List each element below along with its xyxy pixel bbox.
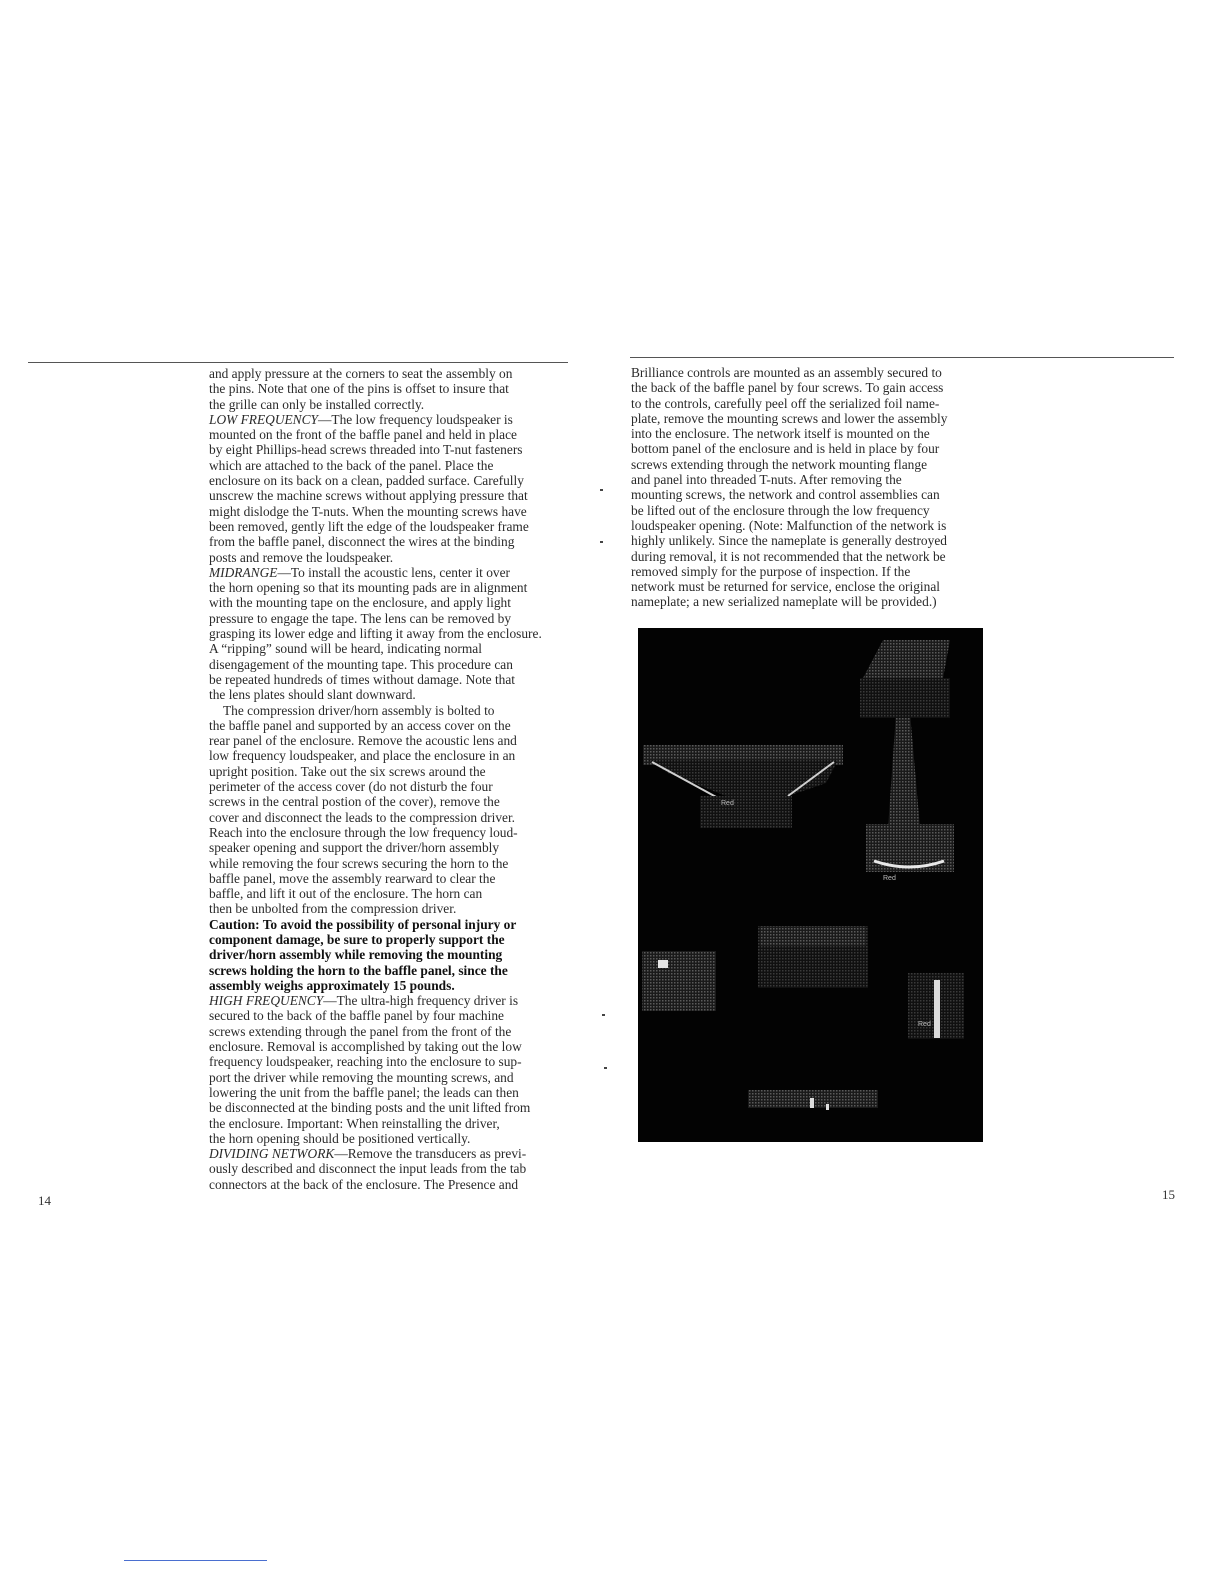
caution-text: Caution: To avoid the possibility of personal injury or: [209, 916, 517, 932]
text-run: Brilliance controls are mounted as an assembly secured to: [631, 365, 942, 380]
text-run: during removal, it is not recommended that the network be: [631, 548, 946, 564]
text-line: [209, 733, 573, 748]
text-line: [209, 1008, 573, 1023]
text-line: [631, 579, 991, 594]
tweeter-label: Red: [918, 1021, 931, 1028]
text-line: [209, 917, 573, 932]
text-run: the grille can only be installed correctly.: [209, 396, 425, 412]
text-line: [631, 472, 991, 487]
text-line: [209, 871, 573, 886]
text-run: lowering the unit from the baffle panel; the leads can then: [209, 1084, 519, 1100]
text-run: pressure to engage the tape. The lens can be removed by: [209, 610, 512, 626]
network-board-icon: [758, 926, 868, 988]
page-number-left: 14: [38, 1193, 51, 1208]
text-run: enclosure on its back on a clean, padded surface. Carefully: [209, 473, 524, 489]
text-run: grasping its lower edge and lifting it away from the enclosure.: [209, 626, 542, 642]
left-column-text: [209, 366, 573, 1192]
text-line: [631, 396, 991, 411]
text-run: from the baffle panel, disconnect the wires at the binding: [209, 534, 515, 550]
text-line: [631, 549, 991, 564]
text-line: [209, 703, 573, 718]
text-line: [209, 504, 573, 519]
text-run: disengagement of the mounting tape. This procedure can: [209, 656, 513, 672]
text-line: [209, 779, 573, 794]
text-run: cover and disconnect the leads to the compression driver.: [209, 809, 516, 825]
caution-text: component damage, be sure to properly support the: [209, 931, 505, 947]
text-line: [209, 993, 573, 1008]
gutter-mark: [602, 1014, 605, 1016]
text-run: upright position. Take out the six screws around the: [209, 763, 486, 779]
text-run: been removed, gently lift the edge of the loudspeaker frame: [209, 518, 529, 534]
text-line: [209, 794, 573, 809]
text-run: frequency loudspeaker, reaching into the enclosure to sup-: [209, 1054, 522, 1070]
text-line: [209, 1054, 573, 1069]
page-number-right: 15: [1162, 1187, 1175, 1202]
tweeter-icon: [908, 973, 964, 1039]
caution-text: assembly weighs approximately 15 pounds.: [209, 977, 455, 993]
text-run: the horn opening should be positioned vertically.: [209, 1130, 471, 1146]
text-run: screws extending through the network mounting flange: [631, 456, 928, 472]
text-run: bottom panel of the enclosure and is held in place by four: [631, 441, 940, 457]
text-run: rear panel of the enclosure. Remove the acoustic lens and: [209, 733, 517, 749]
text-line: [209, 947, 573, 962]
woofer-icon: [643, 745, 843, 828]
text-run: into the enclosure. The network itself is mounted on the: [631, 426, 930, 442]
horn-label: Red: [883, 875, 896, 882]
text-line: [631, 487, 991, 502]
text-line: [209, 978, 573, 993]
text-line: [209, 840, 573, 855]
text-run: port the driver while removing the mounting screws, and: [209, 1069, 514, 1085]
text-run: mounting screws, the network and control assemblies can: [631, 487, 940, 503]
text-line: [209, 687, 573, 702]
text-line: [631, 564, 991, 579]
text-run: the back of the baffle panel by four screws. To gain access: [631, 380, 944, 396]
text-line: [631, 441, 991, 456]
text-line: [209, 397, 573, 412]
text-line: [209, 488, 573, 503]
text-line: [209, 611, 573, 626]
text-line: [209, 1161, 573, 1176]
text-line: [209, 565, 573, 580]
text-line: [209, 901, 573, 916]
text-line: [209, 856, 573, 871]
text-line: [631, 503, 991, 518]
text-run: —The ultra-high frequency driver is: [323, 993, 519, 1009]
text-line: [209, 1024, 573, 1039]
text-run: posts and remove the loudspeaker.: [209, 549, 394, 565]
text-run: removed simply for the purpose of inspection. If the: [631, 563, 911, 579]
text-run: the horn opening so that its mounting pads are in alignment: [209, 580, 528, 596]
text-run: network must be returned for service, enclose the original: [631, 579, 940, 595]
top-rule-right: [630, 357, 1174, 358]
text-line: [209, 519, 573, 534]
text-run: to the controls, carefully peel off the serialized foil name-: [631, 395, 940, 411]
text-run: screws extending through the panel from the front of the: [209, 1023, 512, 1039]
text-line: [209, 412, 573, 427]
text-run: plate, remove the mounting screws and lower the assembly: [631, 410, 948, 426]
text-line: [209, 1100, 573, 1115]
section-heading: LOW FREQUENCY: [209, 411, 318, 427]
text-run: by eight Phillips-head screws threaded into T-nut fasteners: [209, 442, 523, 458]
text-line: [631, 426, 991, 441]
text-line: [631, 411, 991, 426]
text-line: [209, 580, 573, 595]
text-run: speaker opening and support the driver/horn assembly: [209, 840, 500, 856]
text-run: The compression driver/horn assembly is bolted to: [223, 702, 495, 718]
text-run: with the mounting tape on the enclosure, and apply light: [209, 595, 511, 611]
text-run: ously described and disconnect the input leads from the tab: [209, 1161, 527, 1177]
woofer-label: Red: [721, 800, 734, 807]
text-line: [209, 1039, 573, 1054]
right-column-text: [631, 365, 991, 610]
text-run: loudspeaker opening. (Note: Malfunction of the network is: [631, 517, 947, 533]
text-line: [209, 672, 573, 687]
text-line: [209, 886, 573, 901]
footer-link-line: [124, 1560, 267, 1561]
section-heading: HIGH FREQUENCY: [209, 993, 324, 1009]
text-line: [209, 748, 573, 763]
text-run: nameplate; a new serialized nameplate will be provided.): [631, 594, 937, 610]
text-run: the enclosure. Important: When reinstalling the driver,: [209, 1115, 500, 1131]
text-run: enclosure. Removal is accomplished by taking out the low: [209, 1039, 522, 1055]
acoustic-lens-icon: [748, 1090, 878, 1110]
text-run: perimeter of the access cover (do not disturb the four: [209, 779, 493, 795]
text-line: [209, 810, 573, 825]
gutter-mark: [600, 489, 603, 491]
text-line: [209, 1177, 573, 1192]
text-line: [209, 825, 573, 840]
top-rule-left: [28, 362, 568, 363]
text-run: the lens plates should slant downward.: [209, 687, 416, 703]
text-run: low frequency loudspeaker, and place the enclosure in an: [209, 748, 516, 764]
component-photo: [638, 628, 983, 1142]
text-run: which are attached to the back of the panel. Place the: [209, 457, 494, 473]
caution-text: screws holding the horn to the baffle panel, since the: [209, 962, 508, 978]
text-run: and panel into threaded T-nuts. After removing the: [631, 472, 902, 488]
text-run: —Remove the transducers as previ-: [334, 1146, 527, 1162]
text-run: then be unbolted from the compression driver.: [209, 901, 457, 917]
section-heading: MIDRANGE: [209, 564, 278, 580]
text-line: [209, 1146, 573, 1161]
text-line: [209, 427, 573, 442]
text-run: the baffle panel and supported by an access cover on the: [209, 717, 511, 733]
text-run: A “ripping” sound will be heard, indicating normal: [209, 641, 482, 657]
text-run: highly unlikely. Since the nameplate is generally destroyed: [631, 533, 947, 549]
text-line: [209, 595, 573, 610]
text-line: [209, 1116, 573, 1131]
text-run: —To install the acoustic lens, center it over: [277, 564, 511, 580]
text-run: baffle, and lift it out of the enclosure. The horn can: [209, 886, 483, 902]
text-line: [631, 594, 991, 609]
text-line: [209, 550, 573, 565]
gutter-mark: [600, 541, 603, 543]
text-line: [209, 963, 573, 978]
caution-text: driver/horn assembly while removing the mounting: [209, 947, 503, 963]
text-line: [209, 534, 573, 549]
text-line: [209, 442, 573, 457]
text-line: [209, 657, 573, 672]
horn-icon: [860, 640, 954, 882]
text-line: [209, 718, 573, 733]
text-line: [209, 641, 573, 656]
text-run: the pins. Note that one of the pins is offset to insure that: [209, 381, 509, 397]
text-run: connectors at the back of the enclosure. The Presence and: [209, 1176, 519, 1192]
text-run: secured to the back of the baffle panel by four machine: [209, 1008, 504, 1024]
section-heading: DIVIDING NETWORK: [209, 1146, 335, 1162]
text-line: [631, 533, 991, 548]
text-line: [209, 473, 573, 488]
text-line: [631, 457, 991, 472]
text-run: —The low frequency loudspeaker is: [318, 411, 513, 427]
text-line: [209, 1131, 573, 1146]
text-run: be lifted out of the enclosure through the low frequency: [631, 502, 930, 518]
text-run: be disconnected at the binding posts and the unit lifted from: [209, 1100, 531, 1116]
text-run: screws in the central postion of the cover), remove the: [209, 794, 500, 810]
control-panel-icon: [642, 951, 716, 1011]
text-line: [209, 1070, 573, 1085]
text-run: unscrew the machine screws without applying pressure that: [209, 488, 528, 504]
text-line: [209, 1085, 573, 1100]
text-line: [209, 626, 573, 641]
gutter-mark: [604, 1067, 607, 1069]
text-line: [631, 380, 991, 395]
text-run: might dislodge the T-nuts. When the mounting screws have: [209, 503, 527, 519]
text-line: [209, 932, 573, 947]
text-line: [209, 366, 573, 381]
text-line: [631, 518, 991, 533]
text-run: baffle panel, move the assembly rearward to clear the: [209, 870, 496, 886]
text-run: while removing the four screws securing the horn to the: [209, 855, 509, 871]
text-line: [631, 365, 991, 380]
text-run: Reach into the enclosure through the low frequency loud-: [209, 824, 518, 840]
text-run: be repeated hundreds of times without damage. Note that: [209, 671, 516, 687]
text-line: [209, 381, 573, 396]
text-run: mounted on the front of the baffle panel and held in place: [209, 427, 518, 443]
text-run: and apply pressure at the corners to seat the assembly on: [209, 366, 513, 381]
text-line: [209, 458, 573, 473]
text-line: [209, 764, 573, 779]
